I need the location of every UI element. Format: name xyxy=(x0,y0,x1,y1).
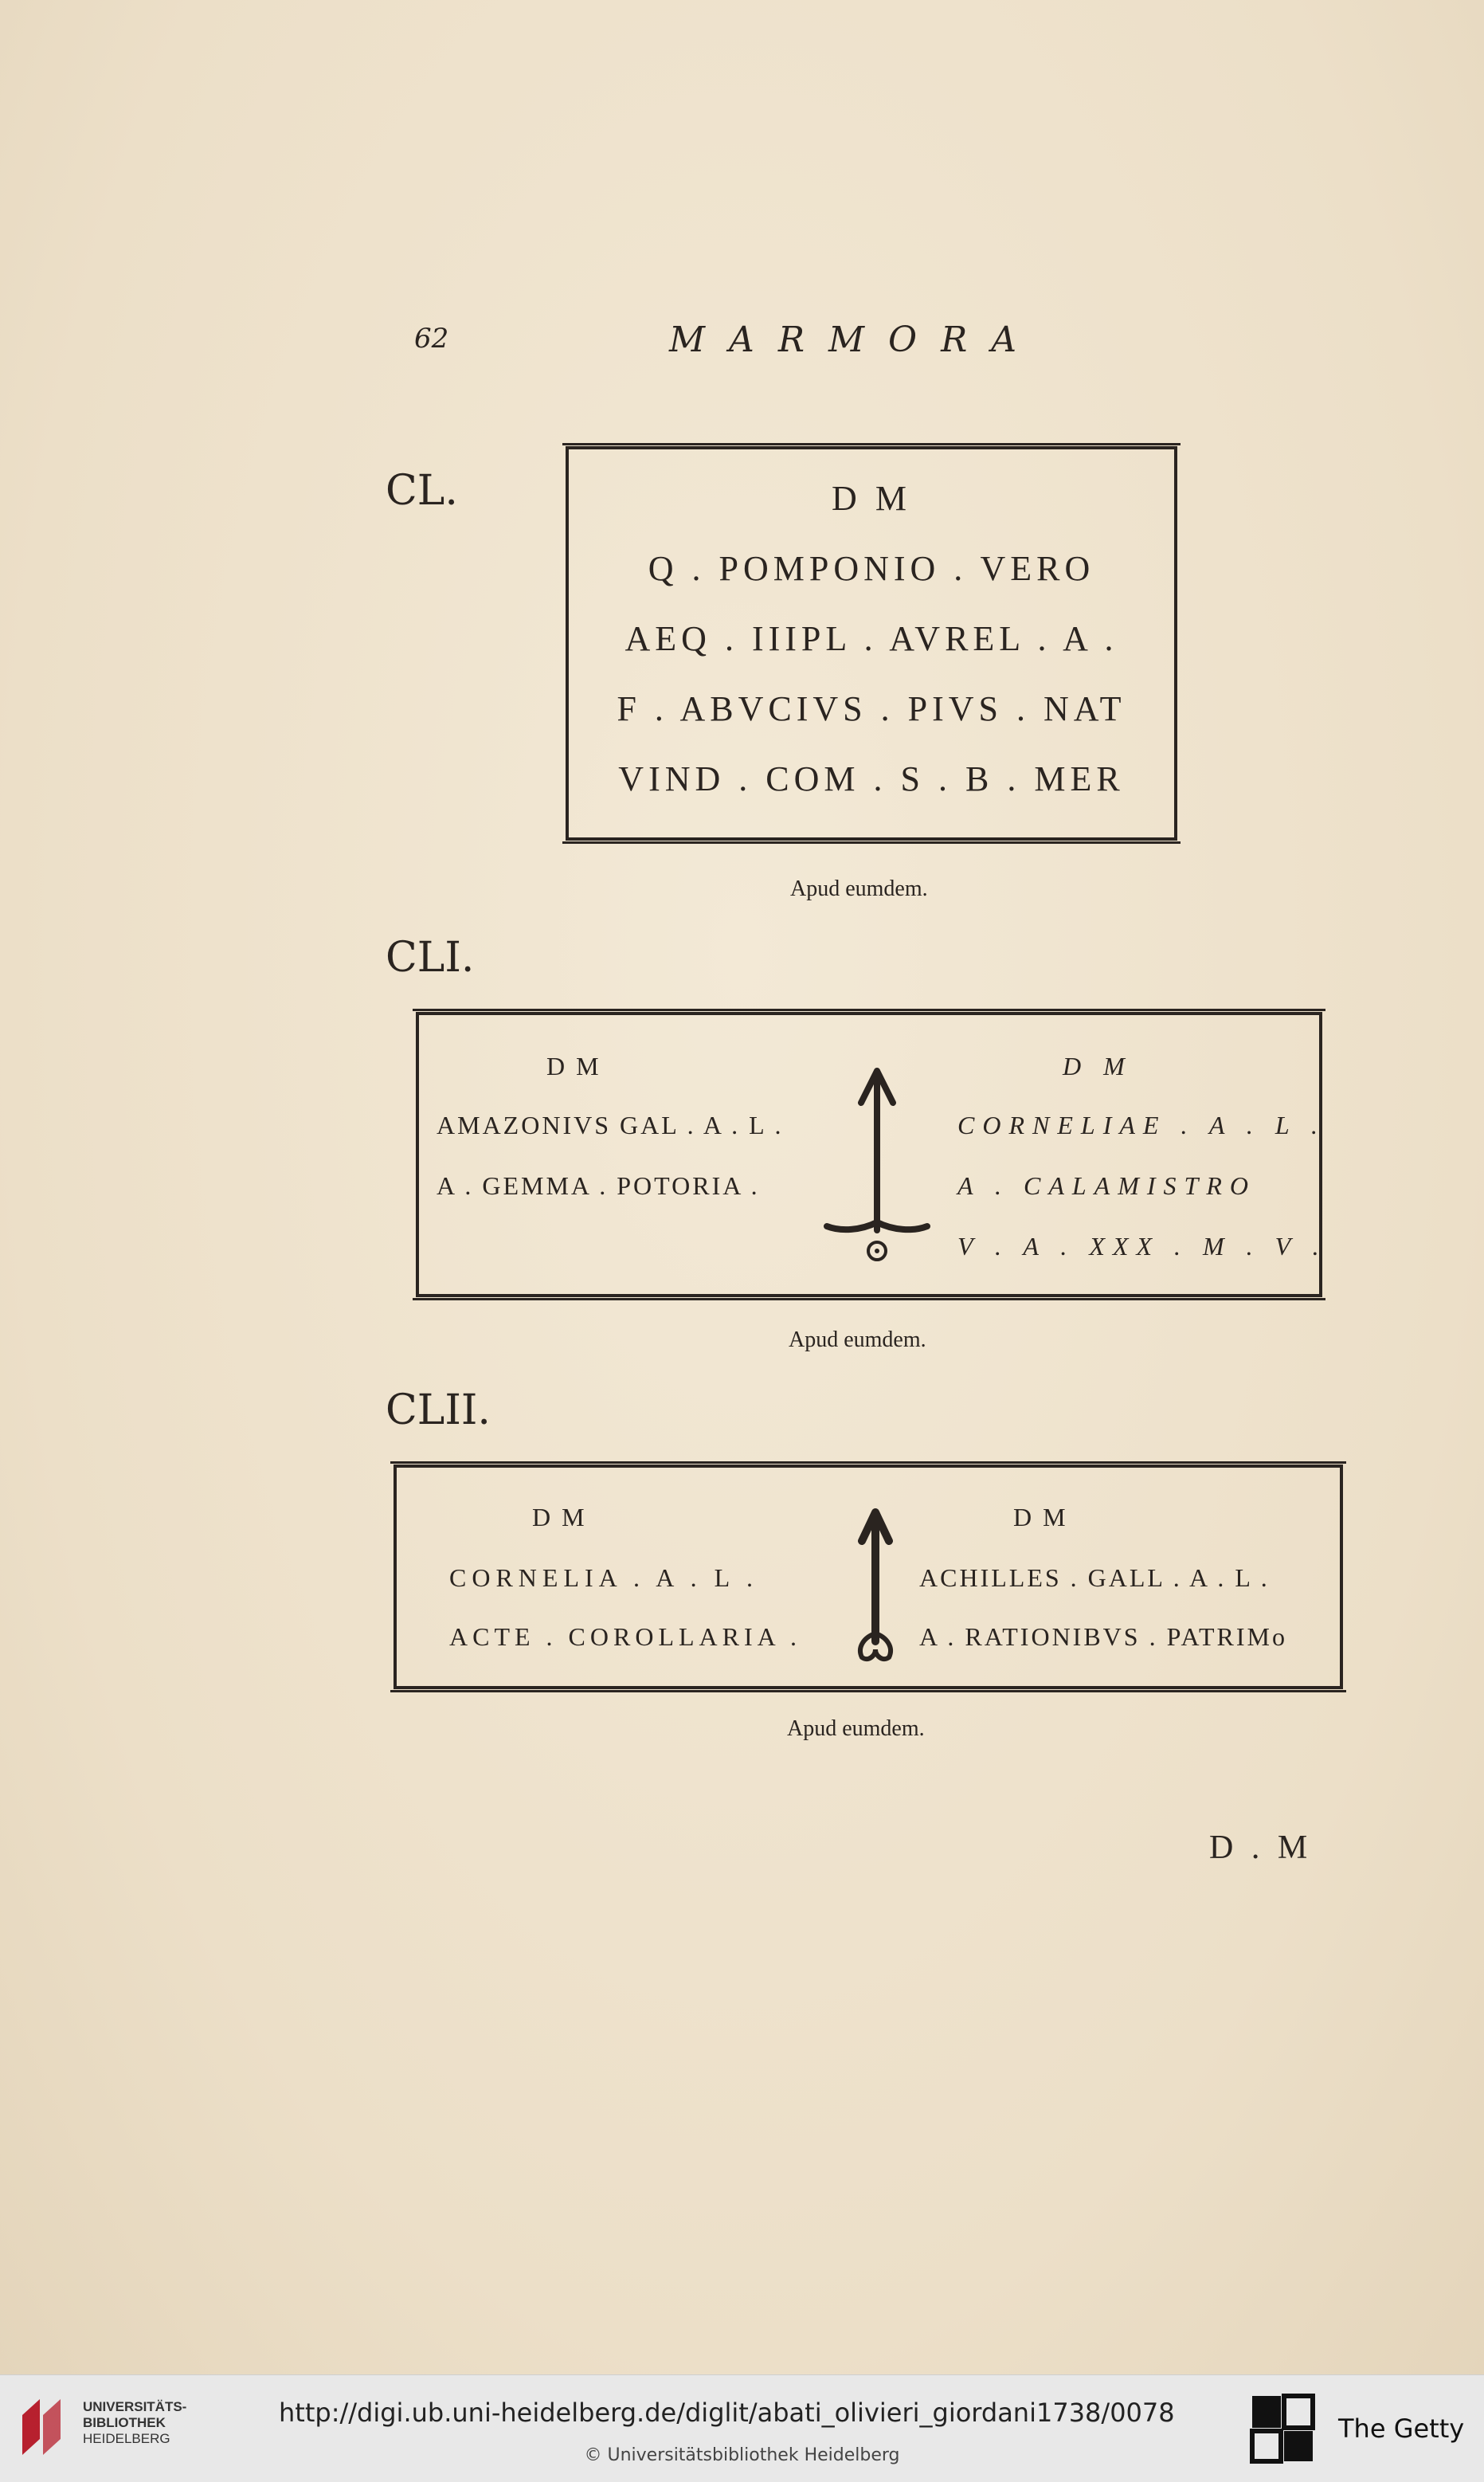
inscription-line: D M xyxy=(832,479,911,518)
inscription-right-line: D M xyxy=(1063,1052,1133,1080)
inscription-frame-cl xyxy=(566,446,1177,841)
inscription-left-line: CORNELIA . A . L . xyxy=(449,1563,758,1592)
caption-apud-eumdem: Apud eumdem. xyxy=(789,1327,926,1352)
copyright-notice: © Universitätsbibliothek Heidelberg xyxy=(584,2445,900,2465)
inscription-left-line: D M xyxy=(532,1503,587,1531)
inscription-right-line: A . CALAMISTRO xyxy=(957,1171,1256,1200)
partner-name: The Getty xyxy=(1338,2413,1465,2444)
inscription-right-line: D M xyxy=(1013,1503,1068,1531)
anchor-symbol-icon xyxy=(848,1506,903,1665)
running-title: MARMORA xyxy=(669,320,1040,360)
getty-logo-icon[interactable] xyxy=(1249,2393,1316,2464)
inscription-right-line: ACHILLES . GALL . A . L . xyxy=(919,1563,1270,1592)
inscription-left-line: AMAZONIVS GAL . A . L . xyxy=(437,1111,784,1139)
inscription-right-line: V . A . XXX . M . V . xyxy=(957,1232,1327,1261)
inscription-numeral-cl: CL. xyxy=(386,467,458,515)
permalink-url[interactable]: http://digi.ub.uni-heidelberg.de/diglit/abati_olivieri_giordani1738/0078 xyxy=(279,2398,1175,2428)
viewer-footer xyxy=(0,2374,1484,2482)
caption-apud-eumdem: Apud eumdem. xyxy=(790,876,928,901)
inscription-line: AEQ . IIIPL . AVREL . A . xyxy=(625,619,1118,658)
page-number: 62 xyxy=(414,323,449,355)
inscription-line: Q . POMPONIO . VERO xyxy=(648,549,1095,588)
trailing-dm: D . M xyxy=(1209,1829,1313,1866)
running-head xyxy=(414,320,1131,371)
inscription-frame-cli xyxy=(416,1012,1327,1297)
caption-apud-eumdem: Apud eumdem. xyxy=(787,1716,925,1741)
inscription-line: F . ABVCIVS . PIVS . NAT xyxy=(617,689,1126,728)
inscription-numeral-cli: CLI. xyxy=(386,934,475,982)
inscription-left-line: ACTE . COROLLARIA . xyxy=(449,1622,801,1651)
inscription-left-line: D M xyxy=(546,1052,601,1080)
library-name: UNIVERSITÄTS- BIBLIOTHEK HEIDELBERG xyxy=(83,2399,187,2446)
inscription-right-line: A . RATIONIBVS . PATRIMo xyxy=(919,1622,1287,1651)
inscription-line: VIND . COM . S . B . MER xyxy=(618,759,1125,798)
inscription-numeral-clii: CLII. xyxy=(386,1386,491,1434)
inscription-right-line: CORNELIAE . A . L . xyxy=(957,1111,1326,1139)
inscription-left-line: A . GEMMA . POTORIA . xyxy=(437,1171,760,1200)
inscription-frame-clii xyxy=(394,1464,1343,1689)
arrow-symbol-icon xyxy=(817,1063,937,1278)
